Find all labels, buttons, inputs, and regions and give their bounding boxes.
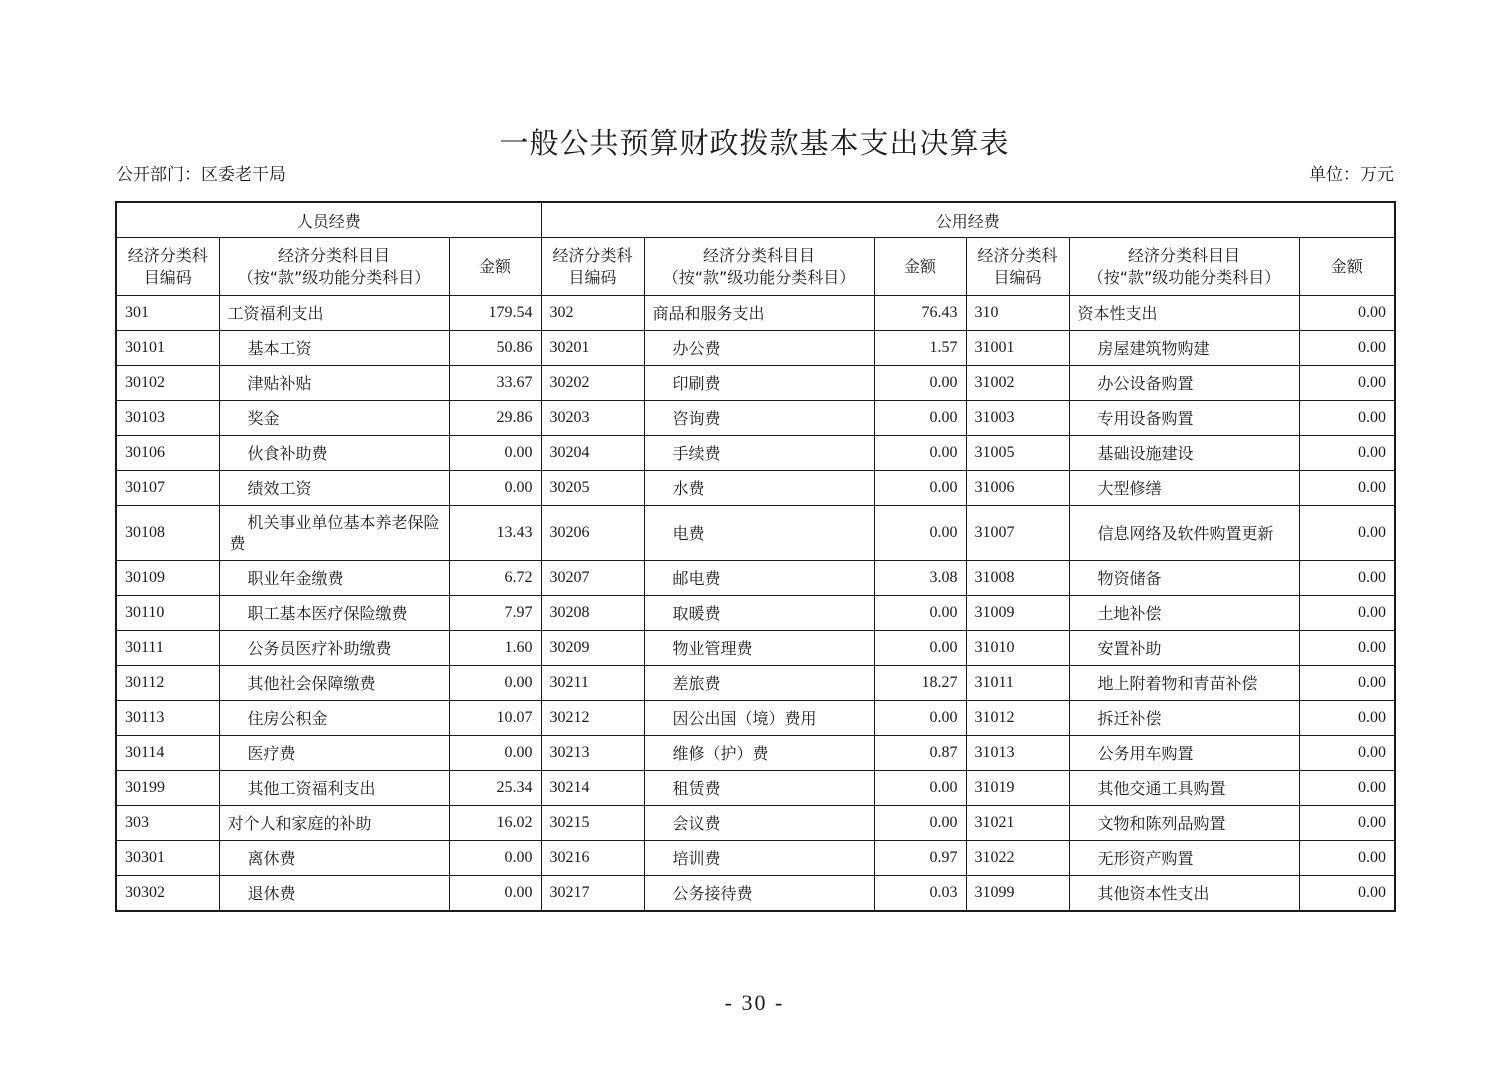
cell-item-name: 基础设施建设 [1069,436,1299,471]
table-row [116,596,1395,631]
cell-code: 30113 [116,701,219,736]
cell-item-name: 房屋建筑物购建 [1069,331,1299,366]
cell-code: 302 [541,296,644,331]
cell-item-name: 信息网络及软件购置更新 [1069,506,1299,561]
cell-item-name: 资本性支出 [1069,296,1299,331]
col-header-item: 经济分类科目目 （按“款”级功能分类科目） [1069,238,1299,296]
group-header-personnel: 人员经费 [116,202,541,238]
cell-amount: 0.00 [1299,596,1395,631]
cell-item-name: 租赁费 [644,771,874,806]
cell-code: 30102 [116,366,219,401]
cell-code: 31013 [966,736,1069,771]
cell-amount: 0.00 [1299,561,1395,596]
cell-code: 31022 [966,841,1069,876]
cell-item-name: 绩效工资 [219,471,449,506]
cell-item-name: 地上附着物和青苗补偿 [1069,666,1299,701]
cell-item-name: 手续费 [644,436,874,471]
cell-code: 31012 [966,701,1069,736]
cell-item-name: 工资福利支出 [219,296,449,331]
cell-item-name: 维修（护）费 [644,736,874,771]
cell-amount: 0.00 [1299,736,1395,771]
column-header-row [116,238,1395,296]
cell-code: 30110 [116,596,219,631]
department-label: 公开部门：区委老干局 [116,165,286,185]
cell-code: 31005 [966,436,1069,471]
cell-item-name: 其他工资福利支出 [219,771,449,806]
cell-amount: 0.00 [1299,436,1395,471]
cell-amount: 0.00 [1299,666,1395,701]
cell-amount: 0.00 [1299,876,1395,912]
cell-item-name: 咨询费 [644,401,874,436]
cell-code: 30202 [541,366,644,401]
cell-code: 31099 [966,876,1069,912]
cell-amount: 0.00 [874,631,966,666]
cell-code: 30103 [116,401,219,436]
cell-amount: 0.97 [874,841,966,876]
cell-item-name: 公务员医疗补助缴费 [219,631,449,666]
table-row [116,736,1395,771]
page-title: 一般公共预算财政拨款基本支出决算表 [499,126,1010,160]
cell-item-name: 拆迁补偿 [1069,701,1299,736]
cell-code: 31002 [966,366,1069,401]
cell-item-name: 物业管理费 [644,631,874,666]
cell-amount: 0.00 [449,876,541,912]
cell-item-name: 奖金 [219,401,449,436]
table-row [116,771,1395,806]
cell-item-name: 电费 [644,506,874,561]
cell-code: 301 [116,296,219,331]
cell-item-name: 基本工资 [219,331,449,366]
cell-amount: 0.00 [1299,401,1395,436]
table-row [116,401,1395,436]
table-row [116,561,1395,596]
table-row [116,331,1395,366]
cell-code: 30111 [116,631,219,666]
cell-item-name: 津贴补贴 [219,366,449,401]
cell-amount: 0.00 [1299,841,1395,876]
cell-code: 30107 [116,471,219,506]
cell-amount: 3.08 [874,561,966,596]
cell-code: 30217 [541,876,644,912]
cell-item-name: 退休费 [219,876,449,912]
cell-item-name: 培训费 [644,841,874,876]
cell-item-name: 其他资本性支出 [1069,876,1299,912]
page-number: - 30 - [724,990,785,1015]
col-header-item: 经济分类科目目 （按“款”级功能分类科目） [219,238,449,296]
cell-code: 31010 [966,631,1069,666]
cell-amount: 0.03 [874,876,966,912]
cell-amount: 13.43 [449,506,541,561]
cell-item-name: 物资储备 [1069,561,1299,596]
cell-amount: 10.07 [449,701,541,736]
cell-amount: 0.00 [1299,471,1395,506]
table-row [116,471,1395,506]
cell-amount: 0.87 [874,736,966,771]
cell-amount: 0.00 [874,701,966,736]
cell-item-name: 大型修缮 [1069,471,1299,506]
cell-item-name: 印刷费 [644,366,874,401]
col-header-code: 经济分类科目编码 [541,238,644,296]
cell-code: 30205 [541,471,644,506]
col-header-code: 经济分类科目编码 [966,238,1069,296]
cell-code: 30214 [541,771,644,806]
cell-item-name: 文物和陈列品购置 [1069,806,1299,841]
cell-item-name: 无形资产购置 [1069,841,1299,876]
cell-code: 31011 [966,666,1069,701]
cell-amount: 0.00 [874,471,966,506]
cell-amount: 0.00 [1299,631,1395,666]
cell-item-name: 职工基本医疗保险缴费 [219,596,449,631]
cell-item-name: 水费 [644,471,874,506]
table-row [116,631,1395,666]
cell-code: 30207 [541,561,644,596]
cell-item-name: 机关事业单位基本养老保险费 [219,506,449,561]
cell-item-name: 公务用车购置 [1069,736,1299,771]
cell-code: 30201 [541,331,644,366]
cell-item-name: 办公设备购置 [1069,366,1299,401]
cell-code: 310 [966,296,1069,331]
cell-item-name: 对个人和家庭的补助 [219,806,449,841]
cell-amount: 29.86 [449,401,541,436]
cell-code: 31001 [966,331,1069,366]
cell-amount: 0.00 [1299,506,1395,561]
cell-item-name: 伙食补助费 [219,436,449,471]
cell-amount: 0.00 [874,401,966,436]
cell-item-name: 公务接待费 [644,876,874,912]
cell-amount: 0.00 [874,771,966,806]
cell-amount: 76.43 [874,296,966,331]
cell-amount: 0.00 [874,596,966,631]
cell-code: 30302 [116,876,219,912]
cell-code: 30206 [541,506,644,561]
cell-item-name: 邮电费 [644,561,874,596]
cell-code: 30108 [116,506,219,561]
cell-code: 30112 [116,666,219,701]
cell-item-name: 商品和服务支出 [644,296,874,331]
table-row [116,701,1395,736]
cell-amount: 0.00 [874,366,966,401]
cell-item-name: 其他社会保障缴费 [219,666,449,701]
cell-item-name: 因公出国（境）费用 [644,701,874,736]
cell-code: 30211 [541,666,644,701]
col-header-amount: 金额 [449,238,541,296]
cell-amount: 0.00 [1299,366,1395,401]
cell-item-name: 会议费 [644,806,874,841]
cell-item-name: 职业年金缴费 [219,561,449,596]
table-row [116,876,1395,912]
cell-amount: 0.00 [1299,296,1395,331]
cell-amount: 0.00 [874,806,966,841]
cell-code: 31003 [966,401,1069,436]
cell-amount: 0.00 [874,506,966,561]
cell-amount: 33.67 [449,366,541,401]
unit-label: 单位：万元 [1309,165,1394,185]
col-header-code: 经济分类科目编码 [116,238,219,296]
table-row [116,806,1395,841]
cell-item-name: 医疗费 [219,736,449,771]
cell-amount: 7.97 [449,596,541,631]
cell-code: 30109 [116,561,219,596]
cell-code: 303 [116,806,219,841]
table-row [116,506,1395,561]
cell-amount: 0.00 [1299,771,1395,806]
cell-amount: 0.00 [449,471,541,506]
cell-amount: 0.00 [1299,806,1395,841]
col-header-amount: 金额 [874,238,966,296]
cell-amount: 25.34 [449,771,541,806]
cell-amount: 1.57 [874,331,966,366]
cell-code: 31007 [966,506,1069,561]
cell-item-name: 差旅费 [644,666,874,701]
cell-amount: 0.00 [1299,331,1395,366]
cell-amount: 0.00 [449,841,541,876]
cell-amount: 6.72 [449,561,541,596]
cell-code: 31009 [966,596,1069,631]
cell-item-name: 土地补偿 [1069,596,1299,631]
cell-code: 30106 [116,436,219,471]
cell-amount: 1.60 [449,631,541,666]
cell-amount: 0.00 [449,736,541,771]
cell-code: 30209 [541,631,644,666]
cell-code: 30208 [541,596,644,631]
cell-amount: 0.00 [874,436,966,471]
cell-code: 30101 [116,331,219,366]
cell-item-name: 专用设备购置 [1069,401,1299,436]
col-header-item: 经济分类科目目 （按“款”级功能分类科目） [644,238,874,296]
cell-code: 30213 [541,736,644,771]
table-row [116,366,1395,401]
cell-item-name: 安置补助 [1069,631,1299,666]
cell-code: 30216 [541,841,644,876]
table-row [116,666,1395,701]
cell-item-name: 住房公积金 [219,701,449,736]
cell-code: 30301 [116,841,219,876]
cell-item-name: 办公费 [644,331,874,366]
cell-code: 31008 [966,561,1069,596]
cell-item-name: 其他交通工具购置 [1069,771,1299,806]
cell-amount: 179.54 [449,296,541,331]
budget-table [115,201,1396,912]
cell-amount: 0.00 [449,436,541,471]
cell-amount: 18.27 [874,666,966,701]
cell-amount: 0.00 [1299,701,1395,736]
cell-code: 30215 [541,806,644,841]
cell-amount: 16.02 [449,806,541,841]
cell-code: 30203 [541,401,644,436]
group-header-public: 公用经费 [541,202,1395,238]
cell-item-name: 离休费 [219,841,449,876]
cell-code: 31021 [966,806,1069,841]
cell-code: 31019 [966,771,1069,806]
cell-code: 31006 [966,471,1069,506]
cell-item-name: 取暖费 [644,596,874,631]
col-header-amount: 金额 [1299,238,1395,296]
cell-code: 30204 [541,436,644,471]
cell-code: 30199 [116,771,219,806]
cell-amount: 0.00 [449,666,541,701]
table-row [116,841,1395,876]
cell-amount: 50.86 [449,331,541,366]
table-row [116,296,1395,331]
cell-code: 30212 [541,701,644,736]
table-row [116,436,1395,471]
cell-code: 30114 [116,736,219,771]
